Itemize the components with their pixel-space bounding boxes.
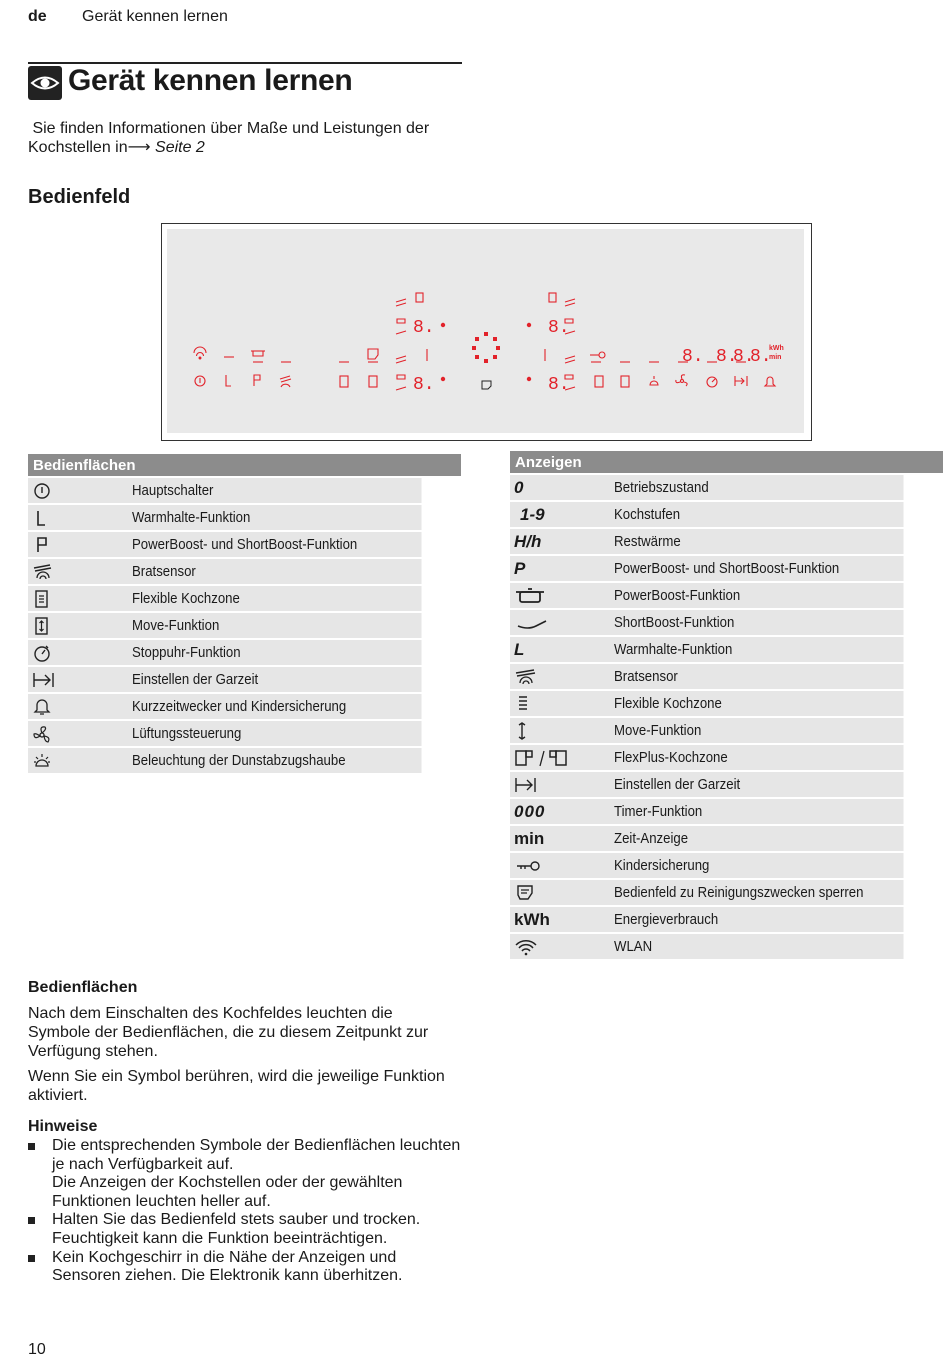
kwh-text-icon: kWh bbox=[514, 909, 550, 929]
table-header: Anzeigen bbox=[510, 451, 943, 473]
table-row bbox=[510, 799, 943, 824]
table-row bbox=[28, 721, 461, 746]
power-icon bbox=[32, 481, 52, 501]
table-row bbox=[28, 532, 461, 557]
min-text-icon: min bbox=[514, 828, 545, 848]
row-label: PowerBoost- und ShortBoost-Funktion bbox=[614, 556, 904, 581]
zone-digit-br: 8. bbox=[548, 375, 570, 395]
key-icon bbox=[514, 856, 544, 876]
table-row bbox=[510, 853, 943, 878]
row-label: WLAN bbox=[614, 934, 904, 959]
powerboost-display-icon: P bbox=[514, 558, 526, 578]
wifi-icon bbox=[194, 347, 206, 359]
table-row bbox=[510, 583, 943, 608]
bullet-icon bbox=[28, 1143, 35, 1150]
flexible-zone-display-icon bbox=[514, 694, 534, 714]
note-text: Die entsprechenden Symbole der Bedienflächen leuchten je nach Verfügbarkeit auf. bbox=[52, 1137, 461, 1173]
wipe-protect-icon bbox=[514, 883, 538, 903]
bullet-icon bbox=[28, 1217, 35, 1224]
frying-sensor-icon bbox=[280, 376, 291, 387]
note-text-2: Die Anzeigen der Kochstellen oder der gewählten Funktionen leuchten heller auf. bbox=[52, 1174, 403, 1210]
timer-digit-2: 8. bbox=[733, 347, 755, 367]
table-header: Bedienflächen bbox=[28, 454, 461, 476]
control-panel-graphic bbox=[167, 229, 804, 433]
key-icon bbox=[590, 352, 605, 358]
row-label: Kindersicherung bbox=[614, 853, 904, 878]
unit-kwh: kWh bbox=[769, 345, 784, 352]
notes-list bbox=[28, 1137, 468, 1286]
anzeigen-table bbox=[510, 449, 943, 961]
pan-icon-tr bbox=[565, 299, 575, 306]
page-number: 10 bbox=[28, 1341, 46, 1358]
pan-icon-bl bbox=[396, 356, 406, 363]
pot-icon-tl bbox=[397, 319, 405, 323]
row-label: Bratsensor bbox=[132, 559, 422, 584]
zone-dot-br bbox=[527, 377, 531, 381]
keep-warm-icon bbox=[226, 375, 231, 386]
move-icon bbox=[32, 616, 52, 636]
chapter-heading bbox=[28, 62, 462, 102]
flexible-zone-icon bbox=[32, 589, 52, 609]
subsection-title: Bedienflächen bbox=[28, 979, 138, 996]
running-header-title: Gerät kennen lernen bbox=[82, 8, 228, 25]
pot-icon bbox=[251, 351, 265, 356]
chapter-title: Gerät kennen lernen bbox=[68, 64, 353, 97]
flexplus-icon bbox=[416, 293, 423, 302]
powerboost-icon bbox=[254, 375, 260, 386]
row-label: Einstellen der Garzeit bbox=[614, 772, 904, 797]
residual-heat-icon: H/h bbox=[514, 531, 542, 551]
control-panel-surface bbox=[167, 229, 804, 433]
table-row bbox=[28, 613, 461, 638]
note-text: Halten Sie das Bedienfeld stets sauber und trocken. Feuchtigkeit kann die Funktion beeinträchtigen. bbox=[52, 1211, 421, 1247]
power-digit: 8. bbox=[682, 347, 704, 367]
frying-sensor-icon bbox=[32, 562, 54, 582]
table-row bbox=[510, 934, 943, 959]
flexplus-icon-r bbox=[549, 293, 556, 302]
unit-min: min bbox=[769, 354, 782, 361]
row-label: Bratsensor bbox=[614, 664, 904, 689]
table-row bbox=[28, 640, 461, 665]
table-row bbox=[510, 691, 943, 716]
row-label: Warmhalte-Funktion bbox=[132, 505, 422, 530]
table-row bbox=[510, 637, 943, 662]
bedienflaechen-table bbox=[28, 452, 461, 775]
table-row bbox=[510, 610, 943, 635]
levels-display-icon: 1-9 bbox=[520, 504, 545, 524]
cooking-time-icon bbox=[735, 376, 747, 386]
list-item bbox=[28, 1249, 468, 1286]
timer-display-icon: 000 bbox=[514, 801, 546, 821]
flexible-zone-icon-r bbox=[621, 376, 629, 387]
bell-icon bbox=[32, 697, 52, 717]
eye-icon bbox=[28, 66, 62, 100]
note-text: Kein Kochgeschirr in die Nähe der Anzeigen und Sensoren ziehen. Die Elektronik kann überhitzen. bbox=[52, 1248, 403, 1285]
row-label: Move-Funktion bbox=[132, 613, 422, 638]
pan-icon-tl2 bbox=[396, 331, 406, 334]
move-icon-r bbox=[595, 376, 603, 387]
zone-digit-tr: 8. bbox=[548, 318, 570, 338]
stopwatch-icon bbox=[32, 643, 52, 663]
row-label: Stoppuhr-Funktion bbox=[132, 640, 422, 665]
zone-dot-bl bbox=[441, 377, 445, 381]
row-label: Einstellen der Garzeit bbox=[132, 667, 422, 692]
intro-paragraph bbox=[28, 119, 458, 157]
zone-dot-tr bbox=[527, 323, 531, 327]
power-icon bbox=[195, 376, 205, 386]
row-label: PowerBoost-Funktion bbox=[614, 583, 904, 608]
notes-heading: Hinweise bbox=[28, 1118, 98, 1135]
cooking-time-icon bbox=[32, 670, 56, 690]
row-label: Hauptschalter bbox=[132, 478, 422, 503]
table-row bbox=[510, 826, 943, 851]
frying-sensor-display-icon bbox=[514, 667, 538, 687]
lamp-icon bbox=[650, 376, 658, 385]
row-label: Move-Funktion bbox=[614, 718, 904, 743]
paragraph-1: Nach dem Einschalten des Kochfeldes leuchten die Symbole der Bedienflächen, die zu diesem Zeitpunkt zur Verfügung stehen. bbox=[28, 1005, 429, 1060]
row-label: PowerBoost- und ShortBoost-Funktion bbox=[132, 532, 422, 557]
slider-ring-icon bbox=[472, 332, 500, 363]
page-reference-link[interactable]: Seite 2 bbox=[155, 139, 205, 156]
intro-text: Sie finden Informationen über Maße und Leistungen der Kochstellen in bbox=[28, 120, 430, 156]
table-row bbox=[510, 718, 943, 743]
wifi-icon bbox=[514, 937, 538, 957]
row-label: Timer-Funktion bbox=[614, 799, 904, 824]
section-title: Bedienfeld bbox=[28, 186, 131, 208]
pot-icon bbox=[514, 586, 548, 606]
flexible-zone-icon bbox=[340, 376, 348, 387]
row-label: Betriebszustand bbox=[614, 475, 904, 500]
pan-icon-bl2 bbox=[396, 387, 406, 390]
fan-icon bbox=[676, 375, 687, 386]
pot-icon-bl bbox=[397, 375, 405, 379]
row-label: Zeit-Anzeige bbox=[614, 826, 904, 851]
bullet-icon bbox=[28, 1255, 35, 1262]
row-label: Flexible Kochzone bbox=[132, 586, 422, 611]
row-label: Lüftungssteuerung bbox=[132, 721, 422, 746]
lamp-icon bbox=[32, 751, 52, 771]
keep-warm-display-icon: L bbox=[514, 639, 525, 659]
row-label: Beleuchtung der Dunstabzugshaube bbox=[132, 748, 422, 773]
zone-digit-tl: 8. bbox=[413, 318, 435, 338]
pan-icon-tl bbox=[396, 299, 406, 306]
row-label: Warmhalte-Funktion bbox=[614, 637, 904, 662]
table-row bbox=[28, 694, 461, 719]
language-code: de bbox=[28, 8, 47, 25]
stopwatch-icon bbox=[707, 377, 717, 387]
table-row bbox=[28, 478, 461, 503]
row-label: Kurzzeitwecker und Kindersicherung bbox=[132, 694, 422, 719]
table-row bbox=[510, 880, 943, 905]
row-label: Energieverbrauch bbox=[614, 907, 904, 932]
zone-dot-tl bbox=[441, 323, 445, 327]
table-row bbox=[510, 502, 943, 527]
list-item bbox=[28, 1137, 468, 1211]
row-label: Bedienfeld zu Reinigungszwecken sperren bbox=[614, 880, 904, 905]
move-display-icon bbox=[514, 721, 534, 741]
table-row bbox=[510, 664, 943, 689]
table-row bbox=[510, 907, 943, 932]
move-icon bbox=[369, 376, 377, 387]
row-label: Restwärme bbox=[614, 529, 904, 554]
control-panel-illustration bbox=[161, 223, 812, 441]
bell-icon bbox=[765, 377, 775, 386]
zero-display-icon: 0 bbox=[514, 477, 524, 497]
cooking-time-display-icon bbox=[514, 775, 538, 795]
table-row bbox=[28, 559, 461, 584]
table-row bbox=[510, 475, 943, 500]
keep-warm-icon bbox=[32, 508, 52, 528]
row-label: ShortBoost-Funktion bbox=[614, 610, 904, 635]
table-row bbox=[28, 505, 461, 530]
paragraph-2: Wenn Sie ein Symbol berühren, wird die jeweilige Funktion aktiviert. bbox=[28, 1068, 445, 1104]
table-row bbox=[510, 556, 943, 581]
table-row bbox=[28, 586, 461, 611]
wipe-protect-control-icon bbox=[482, 381, 491, 389]
zone-digit-bl: 8. bbox=[413, 375, 435, 395]
table-row bbox=[510, 745, 943, 770]
table-row bbox=[28, 748, 461, 773]
table-row bbox=[28, 667, 461, 692]
timer-digit-1: 8. bbox=[716, 347, 738, 367]
powerboost-icon bbox=[32, 535, 52, 555]
timer-digit-3: 8. bbox=[750, 347, 772, 367]
row-label: Kochstufen bbox=[614, 502, 904, 527]
table-row bbox=[510, 529, 943, 554]
arrow-icon: ⟶ bbox=[127, 139, 151, 156]
pan-icon-br bbox=[565, 356, 575, 363]
list-item bbox=[28, 1211, 468, 1248]
wipe-protect-icon bbox=[368, 349, 378, 359]
row-label: FlexPlus-Kochzone bbox=[614, 745, 904, 770]
pan-icon bbox=[514, 613, 548, 633]
fan-icon bbox=[32, 724, 52, 744]
flexplus-icon bbox=[514, 748, 570, 768]
row-label: Flexible Kochzone bbox=[614, 691, 904, 716]
table-row bbox=[510, 772, 943, 797]
